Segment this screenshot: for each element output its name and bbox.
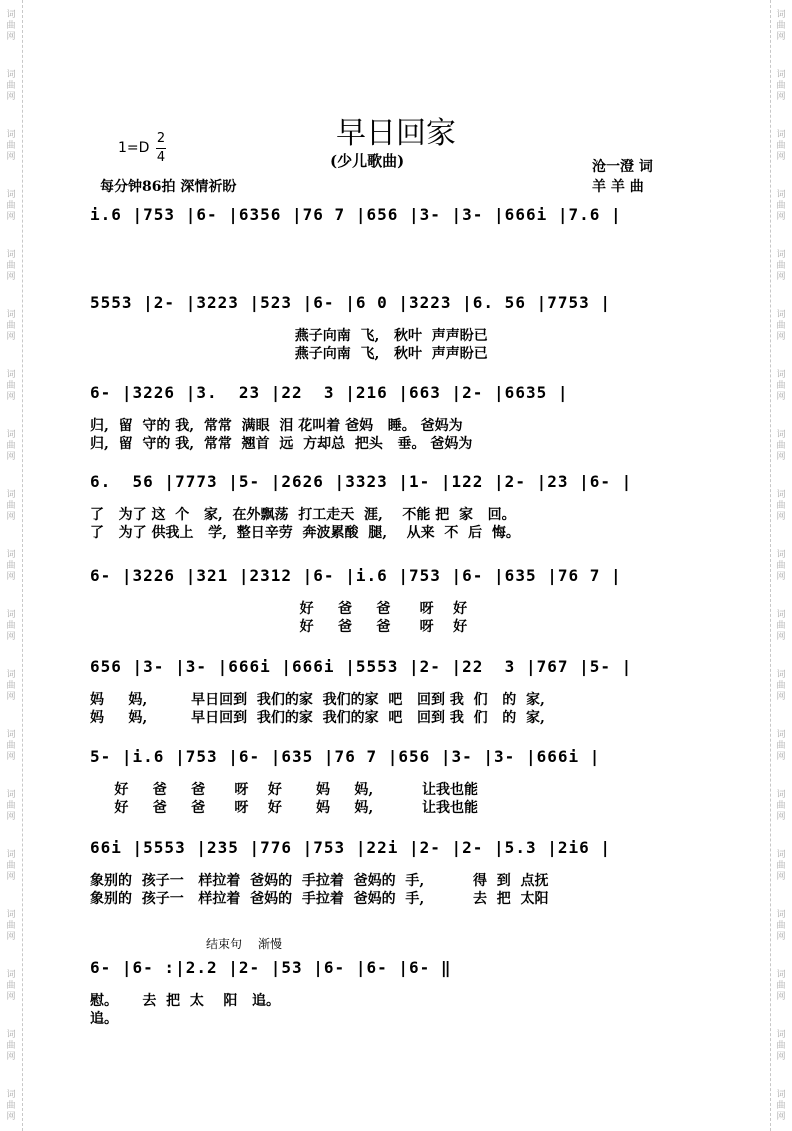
- composer-credit: 羊 羊 曲: [592, 179, 644, 195]
- notation-line: [90, 838, 710, 872]
- watermark-text: 词 曲 网: [776, 910, 786, 942]
- watermark-text: 词 曲 网: [6, 310, 16, 342]
- watermark-text: 词 曲 网: [776, 790, 786, 822]
- watermark-text: 词 曲 网: [776, 730, 786, 762]
- watermark-text: 词 曲 网: [6, 250, 16, 282]
- jianpu-notes: 5- |i.6 |753 |6- |635 |76 7 |656 |3- |3- |666i |: [90, 747, 601, 766]
- lyric-line: 好 爸 爸 呀 好 妈 妈, 让我也能: [90, 782, 478, 798]
- watermark-text: 词 曲 网: [776, 190, 786, 222]
- notation-line: [90, 293, 710, 327]
- watermark-text: 词 曲 网: [6, 430, 16, 462]
- notation-line: [90, 747, 710, 781]
- lyric-line: 象别的 孩子一 样拉着 爸妈的 手拉着 爸妈的 手, 去 把 太阳: [90, 891, 549, 907]
- watermark-text: 词 曲 网: [776, 610, 786, 642]
- jianpu-notes: 6- |6- :|2.2 |2- |53 |6- |6- |6- ‖: [90, 958, 452, 977]
- watermark-text: 词 曲 网: [776, 250, 786, 282]
- jianpu-notes: 656 |3- |3- |666i |666i |5553 |2- |22 3 |767 |5- |: [90, 657, 633, 676]
- watermark-text: 词 曲 网: [776, 970, 786, 1002]
- watermark-text: 词 曲 网: [776, 70, 786, 102]
- watermark-text: 词 曲 网: [776, 490, 786, 522]
- notation-line: [90, 958, 710, 992]
- right-cut-line: [770, 0, 771, 1131]
- lyric-line: 好 爸 爸 呀 好: [90, 601, 468, 617]
- time-signature-top: 2: [156, 131, 166, 146]
- lyric-line: 追。: [90, 1011, 118, 1027]
- lyric-line: 象别的 孩子一 样拉着 爸妈的 手拉着 爸妈的 手, 得 到 点抚: [90, 873, 549, 889]
- song-subtitle: (少儿歌曲): [330, 152, 405, 170]
- watermark-text: 词 曲 网: [6, 1030, 16, 1062]
- ending-phrase-label: 结束句: [206, 937, 243, 951]
- lyric-line: 燕子向南 飞, 秋叶 声声盼已: [90, 328, 488, 344]
- watermark-text: 词 曲 网: [776, 310, 786, 342]
- watermark-text: 词 曲 网: [6, 850, 16, 882]
- jianpu-notes: 66i |5553 |235 |776 |753 |22i |2- |2- |5.3 |2i6 |: [90, 838, 612, 857]
- watermark-text: 词 曲 网: [776, 10, 786, 42]
- watermark-text: 词 曲 网: [776, 130, 786, 162]
- lyric-line: 妈 妈, 早日回到 我们的家 我们的家 吧 回到 我 们 的 家,: [90, 710, 545, 726]
- left-watermark-column: [4, 0, 18, 1131]
- left-cut-line: [22, 0, 23, 1131]
- lyric-line: 好 爸 爸 呀 好: [90, 619, 468, 635]
- watermark-text: 词 曲 网: [776, 370, 786, 402]
- watermark-text: 词 曲 网: [6, 790, 16, 822]
- watermark-text: 词 曲 网: [6, 490, 16, 522]
- watermark-text: 词 曲 网: [6, 130, 16, 162]
- notation-line: [90, 657, 710, 691]
- jianpu-notes: 6- |3226 |3. 23 |22 3 |216 |663 |2- |6635 |: [90, 383, 569, 402]
- watermark-text: 词 曲 网: [6, 550, 16, 582]
- watermark-text: 词 曲 网: [6, 70, 16, 102]
- lyric-line: 了 为了 供我上 学, 整日辛劳 奔波累酸 腿, 从来 不 后 悔。: [90, 525, 520, 541]
- watermark-text: 词 曲 网: [6, 190, 16, 222]
- watermark-text: 词 曲 网: [6, 910, 16, 942]
- lyricist-credit: 沧一澄 词: [592, 159, 653, 175]
- watermark-text: 词 曲 网: [6, 970, 16, 1002]
- lyric-line: 好 爸 爸 呀 好 妈 妈, 让我也能: [90, 800, 478, 816]
- time-signature-bottom: 4: [156, 150, 166, 165]
- time-signature: [156, 131, 166, 166]
- tempo-marking: 每分钟86拍 深情祈盼: [100, 179, 237, 195]
- jianpu-notes: 5553 |2- |3223 |523 |6- |6 0 |3223 |6. 56 |7753 |: [90, 293, 612, 312]
- watermark-text: 词 曲 网: [776, 670, 786, 702]
- slowing-label: 渐慢: [258, 937, 283, 951]
- lyric-line: 归, 留 守的 我, 常常 满眼 泪 花叫着 爸妈 睡。 爸妈为: [90, 418, 463, 434]
- watermark-text: 词 曲 网: [776, 550, 786, 582]
- jianpu-notes: 6- |3226 |321 |2312 |6- |i.6 |753 |6- |635 |76 7 |: [90, 566, 622, 585]
- watermark-text: 词 曲 网: [776, 430, 786, 462]
- watermark-text: 词 曲 网: [776, 1030, 786, 1062]
- watermark-text: 词 曲 网: [6, 610, 16, 642]
- lyric-line: 归, 留 守的 我, 常常 翘首 远 方却总 把头 垂。 爸妈为: [90, 436, 473, 452]
- watermark-text: 词 曲 网: [776, 1090, 786, 1122]
- lyric-line: 了 为了 这 个 家, 在外飘荡 打工走天 涯, 不能 把 家 回。: [90, 507, 516, 523]
- watermark-text: 词 曲 网: [6, 670, 16, 702]
- right-watermark-column: [774, 0, 788, 1131]
- watermark-text: 词 曲 网: [776, 850, 786, 882]
- watermark-text: 词 曲 网: [6, 730, 16, 762]
- watermark-text: 词 曲 网: [6, 10, 16, 42]
- notation-line: [90, 566, 710, 600]
- watermark-text: 词 曲 网: [6, 370, 16, 402]
- watermark-text: 词 曲 网: [6, 1090, 16, 1122]
- jianpu-notes: i.6 |753 |6- |6356 |76 7 |656 |3- |3- |666i |7.6 |: [90, 205, 622, 224]
- lyric-line: 燕子向南 飞, 秋叶 声声盼已: [90, 346, 488, 362]
- key-signature: 1=D: [118, 140, 150, 156]
- notation-line: [90, 205, 710, 239]
- jianpu-notes: 6. 56 |7773 |5- |2626 |3323 |1- |122 |2- |23 |6- |: [90, 472, 633, 491]
- song-title: 早日回家: [336, 116, 456, 151]
- lyric-line: 慰。 去 把 太 阳 追。: [90, 993, 280, 1009]
- notation-line: [90, 383, 710, 417]
- lyric-line: 妈 妈, 早日回到 我们的家 我们的家 吧 回到 我 们 的 家,: [90, 692, 545, 708]
- notation-line: [90, 472, 710, 506]
